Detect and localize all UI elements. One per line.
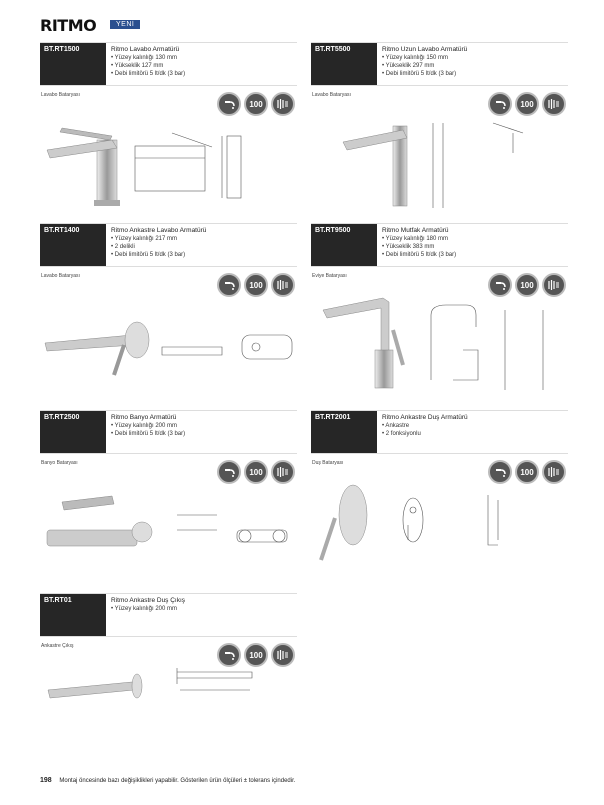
hundred-icon: 100	[244, 92, 268, 116]
product-description	[106, 43, 297, 85]
product-description	[106, 224, 297, 266]
product-desc-line: • Yüzey kalınlığı 200 mm	[111, 423, 178, 429]
product-desc-line: • Yüzey kalınlığı 180 mm	[382, 236, 449, 242]
footer	[40, 777, 295, 784]
water-saving-icon	[488, 92, 512, 116]
product-code: BT.RT01	[40, 594, 106, 636]
product-subtitle: Lavabo Bataryası	[312, 92, 351, 98]
product-desc-line: Ritmo Uzun Lavabo Armatürü	[382, 46, 468, 53]
product-desc-line: • Debi limitörü 5 lt/dk (3 bar)	[111, 431, 186, 437]
product-desc-line: • Ankastre	[382, 423, 410, 429]
product-card	[311, 410, 568, 477]
new-badge: YENİ	[110, 20, 140, 29]
product-card	[40, 42, 297, 109]
concealed-shower-illustration	[313, 480, 568, 570]
kitchen-mixer-illustration	[313, 290, 568, 400]
product-desc-line: • Yüzey kalınlığı 130 mm	[111, 55, 178, 61]
tall-basin-mixer-illustration	[313, 118, 568, 213]
hundred-icon: 100	[244, 273, 268, 297]
hundred-icon: 100	[515, 460, 539, 484]
product-code: BT.RT5500	[311, 43, 377, 85]
feature-icons	[488, 92, 566, 116]
product-description	[377, 224, 568, 266]
feature-icons	[217, 92, 295, 116]
product-header	[40, 410, 297, 454]
product-desc-line: • 2 fonksiyonlu	[382, 431, 421, 437]
product-desc-line: • Debi limitörü 5 lt/dk (3 bar)	[111, 252, 186, 258]
concealed-basin-mixer-illustration	[42, 305, 297, 385]
product-code: BT.RT9500	[311, 224, 377, 266]
product-desc-line: Ritmo Ankastre Duş Armatürü	[382, 414, 468, 421]
product-desc-line: • Yüzey kalınlığı 217 mm	[111, 236, 178, 242]
product-desc-line: Ritmo Ankastre Duş Çıkış	[111, 597, 186, 604]
water-saving-icon	[217, 273, 241, 297]
product-desc-line: • Debi limitörü 5 lt/dk (3 bar)	[111, 71, 186, 77]
product-subtitle: Lavabo Bataryası	[41, 92, 80, 98]
product-description	[106, 594, 297, 636]
product-code: BT.RT2500	[40, 411, 106, 453]
product-desc-line: • Yüzey kalınlığı 200 mm	[111, 606, 178, 612]
product-code: BT.RT2001	[311, 411, 377, 453]
product-desc-line: • Yükseklik 383 mm	[382, 244, 435, 250]
hundred-icon: 100	[515, 273, 539, 297]
product-desc-line: • Yükseklik 297 mm	[382, 63, 435, 69]
brand-title: RITMO	[40, 16, 97, 35]
product-card	[40, 410, 297, 477]
product-description	[377, 411, 568, 453]
product-desc-line: • 2 delikli	[111, 244, 135, 250]
flow-icon	[271, 273, 295, 297]
footer-note: Montaj öncesinde bazı değişiklikleri yapabilir. Gösterilen ürün ölçüleri ± tolerans içindedir.	[59, 778, 296, 784]
shower-spout-illustration	[42, 660, 297, 710]
feature-icons	[217, 460, 295, 484]
product-card	[40, 223, 297, 290]
hundred-icon: 100	[244, 460, 268, 484]
product-code: BT.RT1500	[40, 43, 106, 85]
product-description	[106, 411, 297, 453]
flow-icon	[271, 460, 295, 484]
product-card	[40, 593, 297, 660]
product-description	[377, 43, 568, 85]
product-desc-line: • Debi limitörü 5 lt/dk (3 bar)	[382, 252, 457, 258]
product-desc-line: Ritmo Banyo Armatürü	[111, 414, 177, 421]
product-card	[311, 42, 568, 109]
product-desc-line: Ritmo Ankastre Lavabo Armatürü	[111, 227, 207, 234]
product-subtitle: Eviye Bataryası	[312, 273, 347, 279]
flow-icon	[542, 92, 566, 116]
product-header	[311, 42, 568, 86]
bath-mixer-illustration	[42, 490, 297, 565]
product-subtitle: Lavabo Bataryası	[41, 273, 80, 279]
basin-mixer-illustration	[42, 118, 297, 213]
product-header	[40, 223, 297, 267]
product-desc-line: • Yüzey kalınlığı 150 mm	[382, 55, 449, 61]
product-header	[311, 223, 568, 267]
product-code: BT.RT1400	[40, 224, 106, 266]
feature-icons	[217, 273, 295, 297]
water-saving-icon	[217, 460, 241, 484]
flow-icon	[271, 92, 295, 116]
product-desc-line: • Yükseklik 127 mm	[111, 63, 164, 69]
product-card	[311, 223, 568, 290]
page-number: 198	[40, 777, 52, 784]
product-subtitle: Ankastre Çıkış	[41, 643, 74, 649]
hundred-icon: 100	[515, 92, 539, 116]
product-subtitle: Banyo Bataryası	[41, 460, 78, 466]
product-desc-line: • Debi limitörü 5 lt/dk (3 bar)	[382, 71, 457, 77]
product-header	[40, 42, 297, 86]
water-saving-icon	[217, 92, 241, 116]
product-subtitle: Duş Bataryası	[312, 460, 344, 466]
hundred-icon: 100	[244, 643, 268, 667]
product-header	[40, 593, 297, 637]
product-desc-line: Ritmo Mutfak Armatürü	[382, 227, 449, 234]
product-desc-line: Ritmo Lavabo Armatürü	[111, 46, 180, 53]
product-header	[311, 410, 568, 454]
